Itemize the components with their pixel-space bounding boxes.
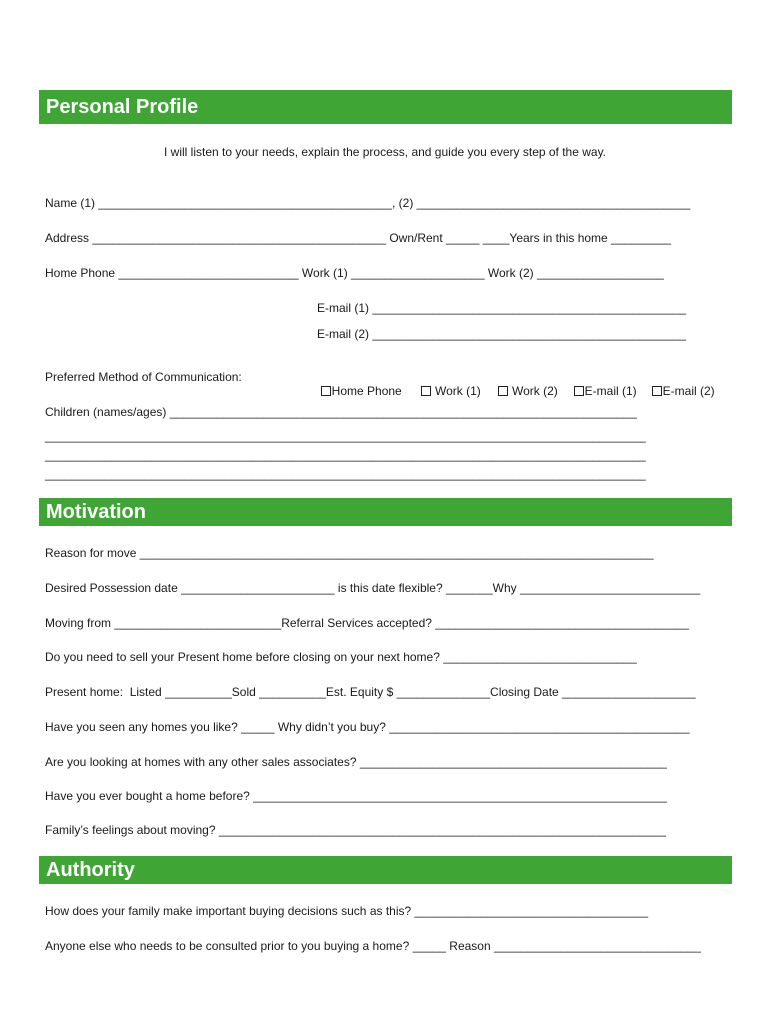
pref-option-work2[interactable] xyxy=(491,370,558,398)
address-field-line[interactable]: Address ____________________________________________ Own/Rent _____ ____Years in this home _________ xyxy=(45,231,672,245)
checkbox-icon[interactable] xyxy=(321,386,331,396)
section-title: Personal Profile xyxy=(46,95,199,118)
children-extra-line-1[interactable]: __________________________________________________________________________________________ xyxy=(45,429,646,443)
other-associates-field-line[interactable]: Are you looking at homes with any other sales associates? ______________________________________________ xyxy=(45,755,667,769)
pref-option-email1[interactable] xyxy=(567,370,637,398)
pref-option-email2[interactable] xyxy=(645,370,715,398)
section-header-personal-profile xyxy=(39,90,732,124)
option-label: Work (2) xyxy=(512,384,558,398)
children-field-line[interactable]: Children (names/ages) ______________________________________________________________________ xyxy=(45,405,637,419)
option-label: E-mail (2) xyxy=(662,384,715,398)
email2-field-line[interactable]: E-mail (2) _______________________________________________ xyxy=(317,327,687,341)
possession-field-line[interactable]: Desired Possession date _______________________ is this date flexible? _______Why ___________________________ xyxy=(45,581,701,595)
checkbox-icon[interactable] xyxy=(652,386,662,396)
email1-field-line[interactable]: E-mail (1) _______________________________________________ xyxy=(317,301,687,315)
decisions-field-line[interactable]: How does your family make important buying decisions such as this? ___________________________________ xyxy=(45,904,649,918)
reason-field-line[interactable]: Reason for move _____________________________________________________________________________ xyxy=(45,546,654,560)
intro-text: I will listen to your needs, explain the process, and guide you every step of the way. xyxy=(163,145,607,159)
present-home-field-line[interactable]: Present home: Listed __________Sold __________Est. Equity $ ______________Closing Date ____________________ xyxy=(45,685,696,699)
name-field-line[interactable]: Name (1) ____________________________________________, (2) _________________________________________ xyxy=(45,196,691,210)
preferred-method-label: Preferred Method of Communication: xyxy=(45,370,242,384)
option-label: Home Phone xyxy=(331,384,402,398)
section-title: Authority xyxy=(46,858,135,881)
pref-option-work1[interactable] xyxy=(414,370,481,398)
family-feelings-field-line[interactable]: Family’s feelings about moving? ___________________________________________________________________ xyxy=(45,823,667,837)
moving-from-field-line[interactable]: Moving from _________________________Referral Services accepted? ______________________________________ xyxy=(45,616,689,630)
children-extra-line-2[interactable]: __________________________________________________________________________________________ xyxy=(45,448,646,462)
section-header-authority xyxy=(39,856,732,884)
checkbox-icon[interactable] xyxy=(498,386,508,396)
seen-homes-field-line[interactable]: Have you seen any homes you like? _____ Why didn’t you buy? _____________________________________________ xyxy=(45,720,690,734)
option-label: E-mail (1) xyxy=(584,384,637,398)
sell-home-field-line[interactable]: Do you need to sell your Present home before closing on your next home? _____________________________ xyxy=(45,650,637,664)
bought-before-field-line[interactable]: Have you ever bought a home before? ______________________________________________________________ xyxy=(45,789,667,803)
option-label: Work (1) xyxy=(435,384,481,398)
checkbox-icon[interactable] xyxy=(421,386,431,396)
children-extra-line-3[interactable]: __________________________________________________________________________________________ xyxy=(45,467,646,481)
section-header-motivation xyxy=(39,498,732,526)
section-title: Motivation xyxy=(46,500,146,523)
phone-field-line[interactable]: Home Phone ___________________________ Work (1) ____________________ Work (2) ___________________ xyxy=(45,266,664,280)
consulted-field-line[interactable]: Anyone else who needs to be consulted prior to you buying a home? _____ Reason _______________________________ xyxy=(45,939,701,953)
checkbox-icon[interactable] xyxy=(574,386,584,396)
pref-option-home-phone[interactable] xyxy=(314,370,402,398)
